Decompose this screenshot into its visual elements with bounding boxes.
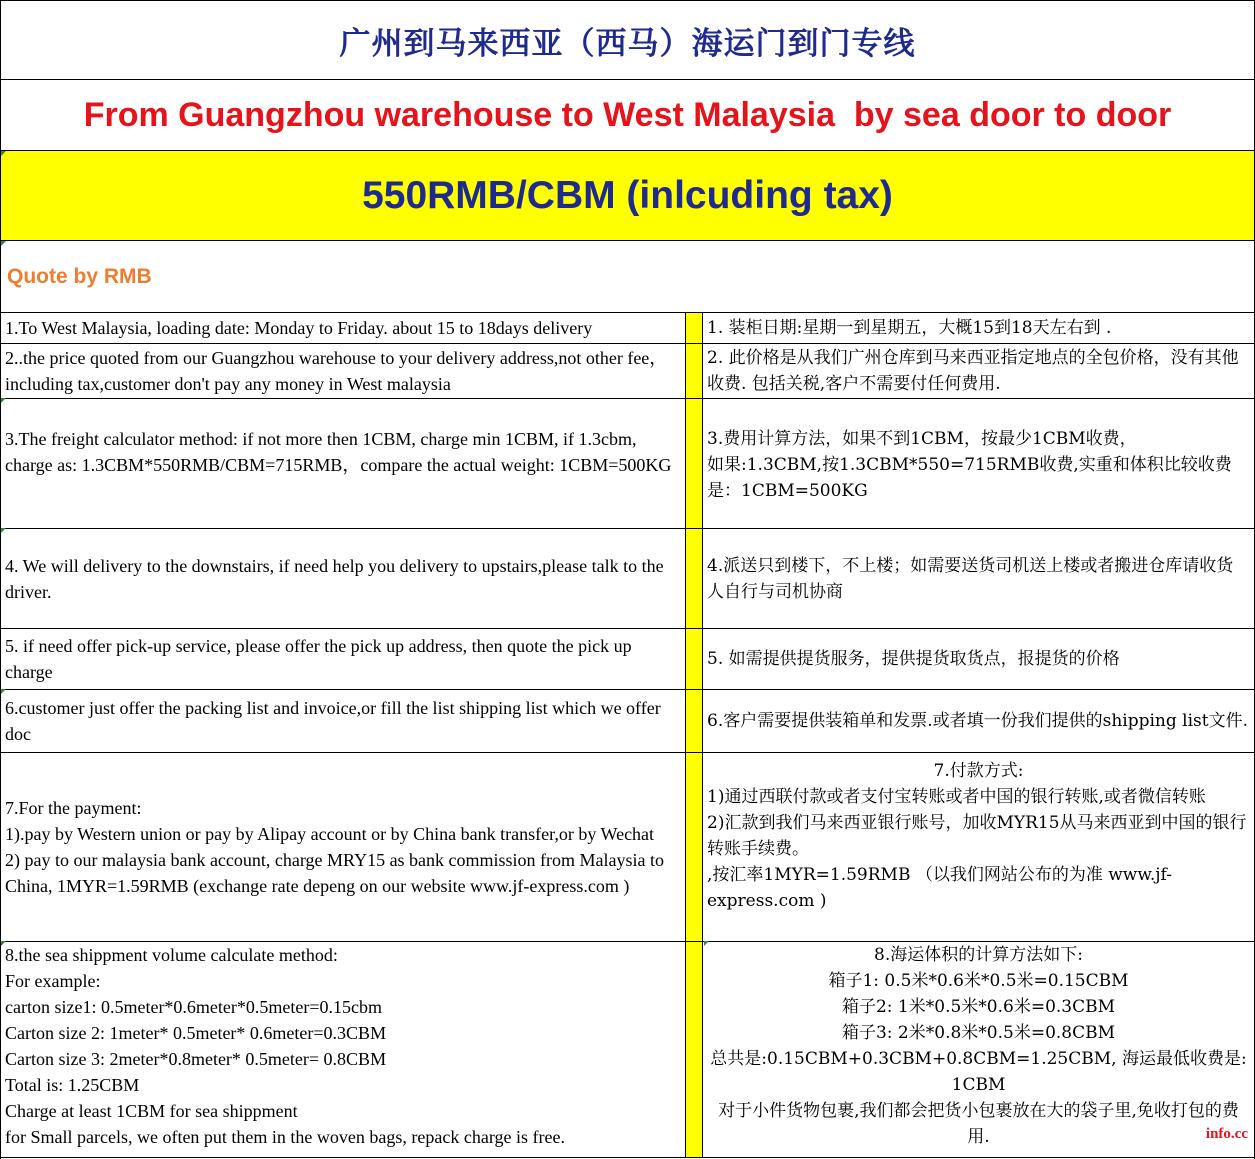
chinese-cell: 5. 如需提供提货服务，提供提货取货点，报提货的价格	[707, 649, 1120, 669]
english-cell: 6.customer just offer the packing list and invoice,or fill the list shipping list which we offer doc	[5, 698, 661, 744]
cell-marker-icon	[1, 398, 6, 403]
cell-marker-icon	[1, 241, 6, 246]
price-banner	[1, 151, 1254, 241]
table-row	[1, 398, 1254, 528]
watermark: info.cc	[1205, 1126, 1248, 1142]
cell-marker-icon	[704, 941, 709, 946]
divider-column	[685, 399, 703, 528]
divider-column	[685, 629, 703, 689]
english-cell: 5. if need offer pick-up service, please offer the pick up address, then quote the pick up charge	[5, 636, 632, 682]
english-cell: 8.the sea shippment volume calculate method: For example: carton size1: 0.5meter*0.6meter*0.5meter=0.15cbm Carton size 2: 1meter* 0.5meter* 0.6meter=0.3CBM Carton size 3: 2meter*0.8meter* 0.5meter= 0.8CBM Total is: 1.25CBM Charge at least 1CBM for sea shippment for Small parcels, we often put them in the woven bags, repack charge is free.	[5, 945, 565, 1147]
table-row	[1, 941, 1254, 1157]
table-row	[1, 689, 1254, 752]
english-cell: 7.For the payment: 1).pay by Western union or pay by Alipay account or by China bank transfer,or by Wechat 2) pay to our malaysia bank account, charge MRY15 as bank commission from Malaysia to China, 1MYR=1.59RMB (exchange rate depeng on our website www.jf-express.com )	[5, 798, 665, 896]
divider-column	[685, 529, 703, 628]
quote-label: Quote by RMB	[7, 265, 152, 288]
page-title-en: From Guangzhou warehouse to West Malaysia by sea door to door	[83, 95, 1172, 134]
divider-column	[685, 690, 703, 752]
table-row	[1, 752, 1254, 941]
english-cell: 4. We will delivery to the downstairs, if need help you delivery to upstairs,please talk to the driver.	[5, 555, 664, 602]
chinese-cell: 7.付款方式: 1)通过西联付款或者支付宝转账或者中国的银行转账,或者微信转账 2)汇款到我们马来西亚银行账号，加收MYR15从马来西亚到中国的银行转账手续费。 ,按汇率1MYR=1.59RMB （以我们网站公布的为准 www.jf-express.com )	[707, 761, 1247, 911]
cell-marker-icon	[1, 151, 6, 156]
chinese-cell: 6.客户需要提供装箱单和发票.或者填一份我们提供的shipping list文件.	[707, 711, 1249, 731]
chinese-cell: 4.派送只到楼下，不上楼；如需要送货司机送上楼或者搬进仓库请收货人自行与司机协商	[707, 555, 1234, 602]
page-title-zh: 广州到马来西亚（西马）海运门到门专线	[339, 25, 916, 62]
divider-column	[685, 313, 703, 343]
table-row	[1, 312, 1254, 343]
chinese-cell: 1. 装柜日期:星期一到星期五，大概15到18天左右到 .	[707, 318, 1112, 338]
english-cell: 3.The freight calculator method: if not more then 1CBM, charge min 1CBM, if 1.3cbm, charge as: 1.3CBM*550RMB/CBM=715RMB，compare the actual weight: 1CBM=500KG	[5, 429, 672, 475]
chinese-cell: 3.费用计算方法，如果不到1CBM，按最少1CBM收费， 如果:1.3CBM,按1.3CBM*550=715RMB收费,实重和体积比较收费是：1CBM=500KG	[707, 429, 1232, 501]
cell-marker-icon	[1, 689, 6, 694]
cell-marker-icon	[1, 528, 6, 533]
table-row	[1, 343, 1254, 398]
table-bottom-border	[1, 1157, 1254, 1158]
divider-column	[685, 942, 703, 1157]
title-row-english	[1, 80, 1254, 151]
table-row	[1, 528, 1254, 628]
divider-column	[685, 753, 703, 941]
english-cell: 2..the price quoted from our Guangzhou warehouse to your delivery address,not other fee，including tax,customer don't pay any money in West malaysia	[5, 348, 668, 394]
chinese-cell: 8.海运体积的计算方法如下: 箱子1: 0.5米*0.6米*0.5米=0.15CBM 箱子2: 1米*0.5米*0.6米=0.3CBM 箱子3: 2米*0.8米*0.5米=0.8CBM 总共是:0.15CBM+0.3CBM+0.8CBM=1.25CBM, 海运最低收费是: 1CBM 对于小件货物包裹,我们都会把货小包裹放在大的袋子里,免收打包的费用.	[710, 945, 1247, 1147]
english-cell: 1.To West Malaysia, loading date: Monday to Friday. about 15 to 18days delivery	[5, 318, 593, 338]
chinese-cell: 2. 此价格是从我们广州仓库到马来西亚指定地点的全包价格，没有其他收费. 包括关税,客户不需要付任何费用.	[707, 348, 1239, 394]
cell-marker-icon	[1, 941, 6, 946]
price-text: 550RMB/CBM (inlcuding tax)	[362, 173, 893, 217]
table-row	[1, 628, 1254, 689]
title-row-chinese	[1, 0, 1254, 80]
divider-column	[685, 344, 703, 398]
quote-row	[1, 241, 1254, 312]
